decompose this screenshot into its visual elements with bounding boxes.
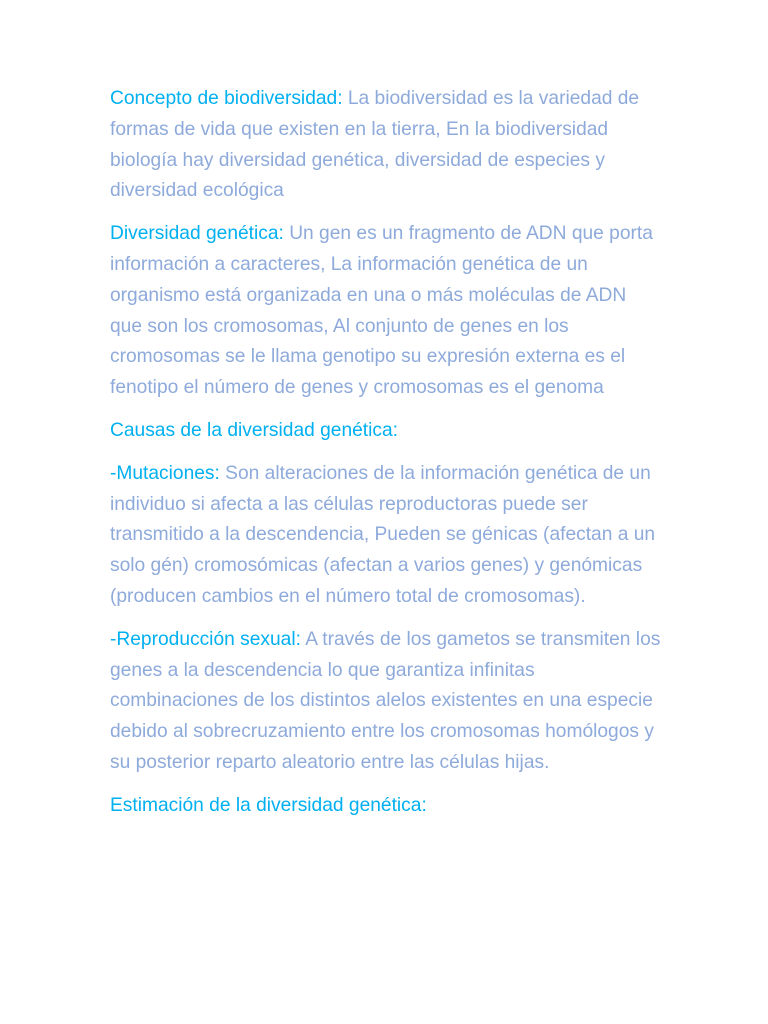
paragraph-estimacion bbox=[110, 791, 662, 822]
paragraph-heading: Estimación de la diversidad genética: bbox=[110, 794, 427, 816]
paragraph-text: Un gen es un fragmento de ADN que porta información a caracteres, La información genética de un organismo está organizada en una o más moléculas de ADN que son los cromosomas, Al conjunto de genes en los cromosomas se le llama genotipo su expresión externa es el fenotipo el número de genes y cromosomas es el genoma bbox=[110, 223, 653, 399]
paragraph-mutaciones bbox=[110, 459, 662, 613]
paragraph-text: Son alteraciones de la información genética de un individuo si afecta a las células reproductoras puede ser transmitido a la descendencia, Pueden se génicas (afectan a un solo gén) cromosómicas (afectan a varios genes) y genómicas (producen cambios en el número total de cromosomas). bbox=[110, 462, 656, 607]
paragraph-heading: Concepto de biodiversidad: bbox=[110, 88, 343, 109]
paragraph-reproduccion-sexual bbox=[110, 625, 662, 779]
paragraph-heading: Diversidad genética: bbox=[110, 223, 284, 245]
paragraph-concepto-biodiversidad bbox=[110, 84, 662, 207]
paragraph-heading: -Mutaciones: bbox=[110, 462, 220, 484]
paragraph-heading: -Reproducción sexual: bbox=[110, 628, 301, 650]
paragraph-text: La biodiversidad es la variedad de formas de vida que existen en la tierra, En la biodiversidad biología hay diversidad genética, diversidad de especies y diversidad ecológica bbox=[110, 88, 640, 202]
paragraph-diversidad-genetica bbox=[110, 219, 662, 404]
document-page bbox=[110, 84, 662, 834]
paragraph-causas bbox=[110, 416, 662, 447]
paragraph-text: A través de los gametos se transmiten los genes a la descendencia lo que garantiza infinitas combinaciones de los distintos alelos existentes en una especie debido al sobrecruzamiento entre los cromosomas homólogos y su posterior reparto aleatorio entre las células hijas. bbox=[110, 628, 661, 773]
paragraph-heading: Causas de la diversidad genética: bbox=[110, 419, 398, 441]
